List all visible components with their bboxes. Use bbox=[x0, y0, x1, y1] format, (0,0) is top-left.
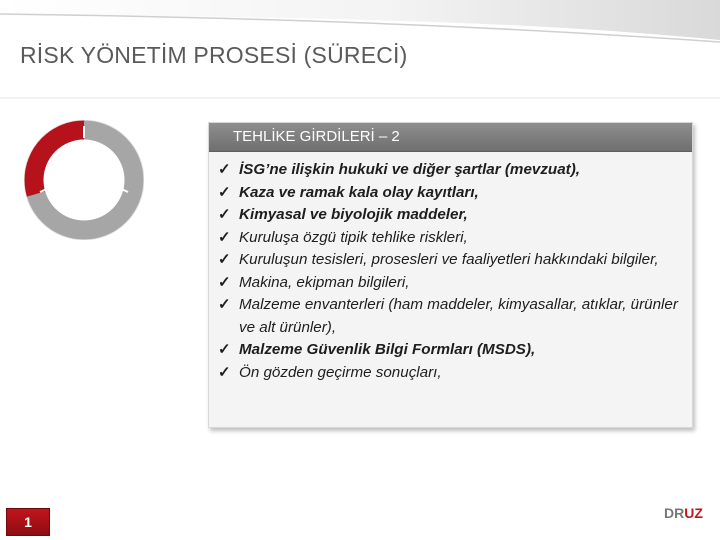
list-item bbox=[209, 159, 692, 182]
list-item bbox=[209, 249, 692, 272]
slide-title: RİSK YÖNETİM PROSESİ (SÜRECİ) bbox=[20, 42, 408, 68]
list-item-text: Kuruluşun tesisleri, prosesleri ve faaliyetleri hakkındaki bilgiler, bbox=[239, 251, 659, 268]
brand-part-2: UZ bbox=[684, 505, 703, 521]
list-item-text: Malzeme envanterleri (ham maddeler, kimyasallar, atıklar, ürünler ve alt ürünler), bbox=[239, 296, 678, 336]
check-icon: ✓ bbox=[218, 251, 231, 268]
list-item-text: İSG’ne ilişkin hukuki ve diğer şartlar (mevzuat), bbox=[239, 161, 580, 178]
list-item bbox=[209, 294, 692, 339]
box-header bbox=[209, 123, 692, 152]
list-item bbox=[209, 272, 692, 295]
list-item-text: Kuruluşa özgü tipik tehlike riskleri, bbox=[239, 228, 468, 246]
brand-logo bbox=[664, 505, 703, 521]
list-item bbox=[209, 204, 692, 227]
check-icon: ✓ bbox=[218, 296, 231, 313]
content-box bbox=[208, 122, 693, 428]
list-item-text: Kaza ve ramak kala olay kayıtları, bbox=[239, 183, 479, 201]
check-icon: ✓ bbox=[218, 273, 231, 291]
check-icon: ✓ bbox=[218, 341, 231, 358]
progress-ring-graphic bbox=[24, 120, 144, 240]
box-title: TEHLİKE GİRDİLERİ – 2 bbox=[233, 128, 400, 145]
check-icon: ✓ bbox=[218, 206, 231, 223]
list-item-text: Malzeme Güvenlik Bilgi Formları (MSDS), bbox=[239, 341, 536, 358]
list-item bbox=[209, 362, 692, 385]
list-item bbox=[209, 339, 692, 362]
list-item-text: Ön gözden geçirme sonuçları, bbox=[239, 363, 442, 381]
brand-part-1: DR bbox=[664, 505, 685, 521]
check-icon: ✓ bbox=[218, 183, 231, 201]
list-item bbox=[209, 227, 692, 250]
check-icon: ✓ bbox=[218, 161, 231, 178]
check-icon: ✓ bbox=[218, 228, 231, 246]
list-item bbox=[209, 182, 692, 205]
list-item-text: Makina, ekipman bilgileri, bbox=[239, 273, 410, 291]
slide-number: 1 bbox=[6, 508, 50, 536]
check-icon: ✓ bbox=[218, 363, 231, 381]
bullet-list bbox=[209, 159, 692, 384]
list-item-text: Kimyasal ve biyolojik maddeler, bbox=[239, 206, 468, 223]
